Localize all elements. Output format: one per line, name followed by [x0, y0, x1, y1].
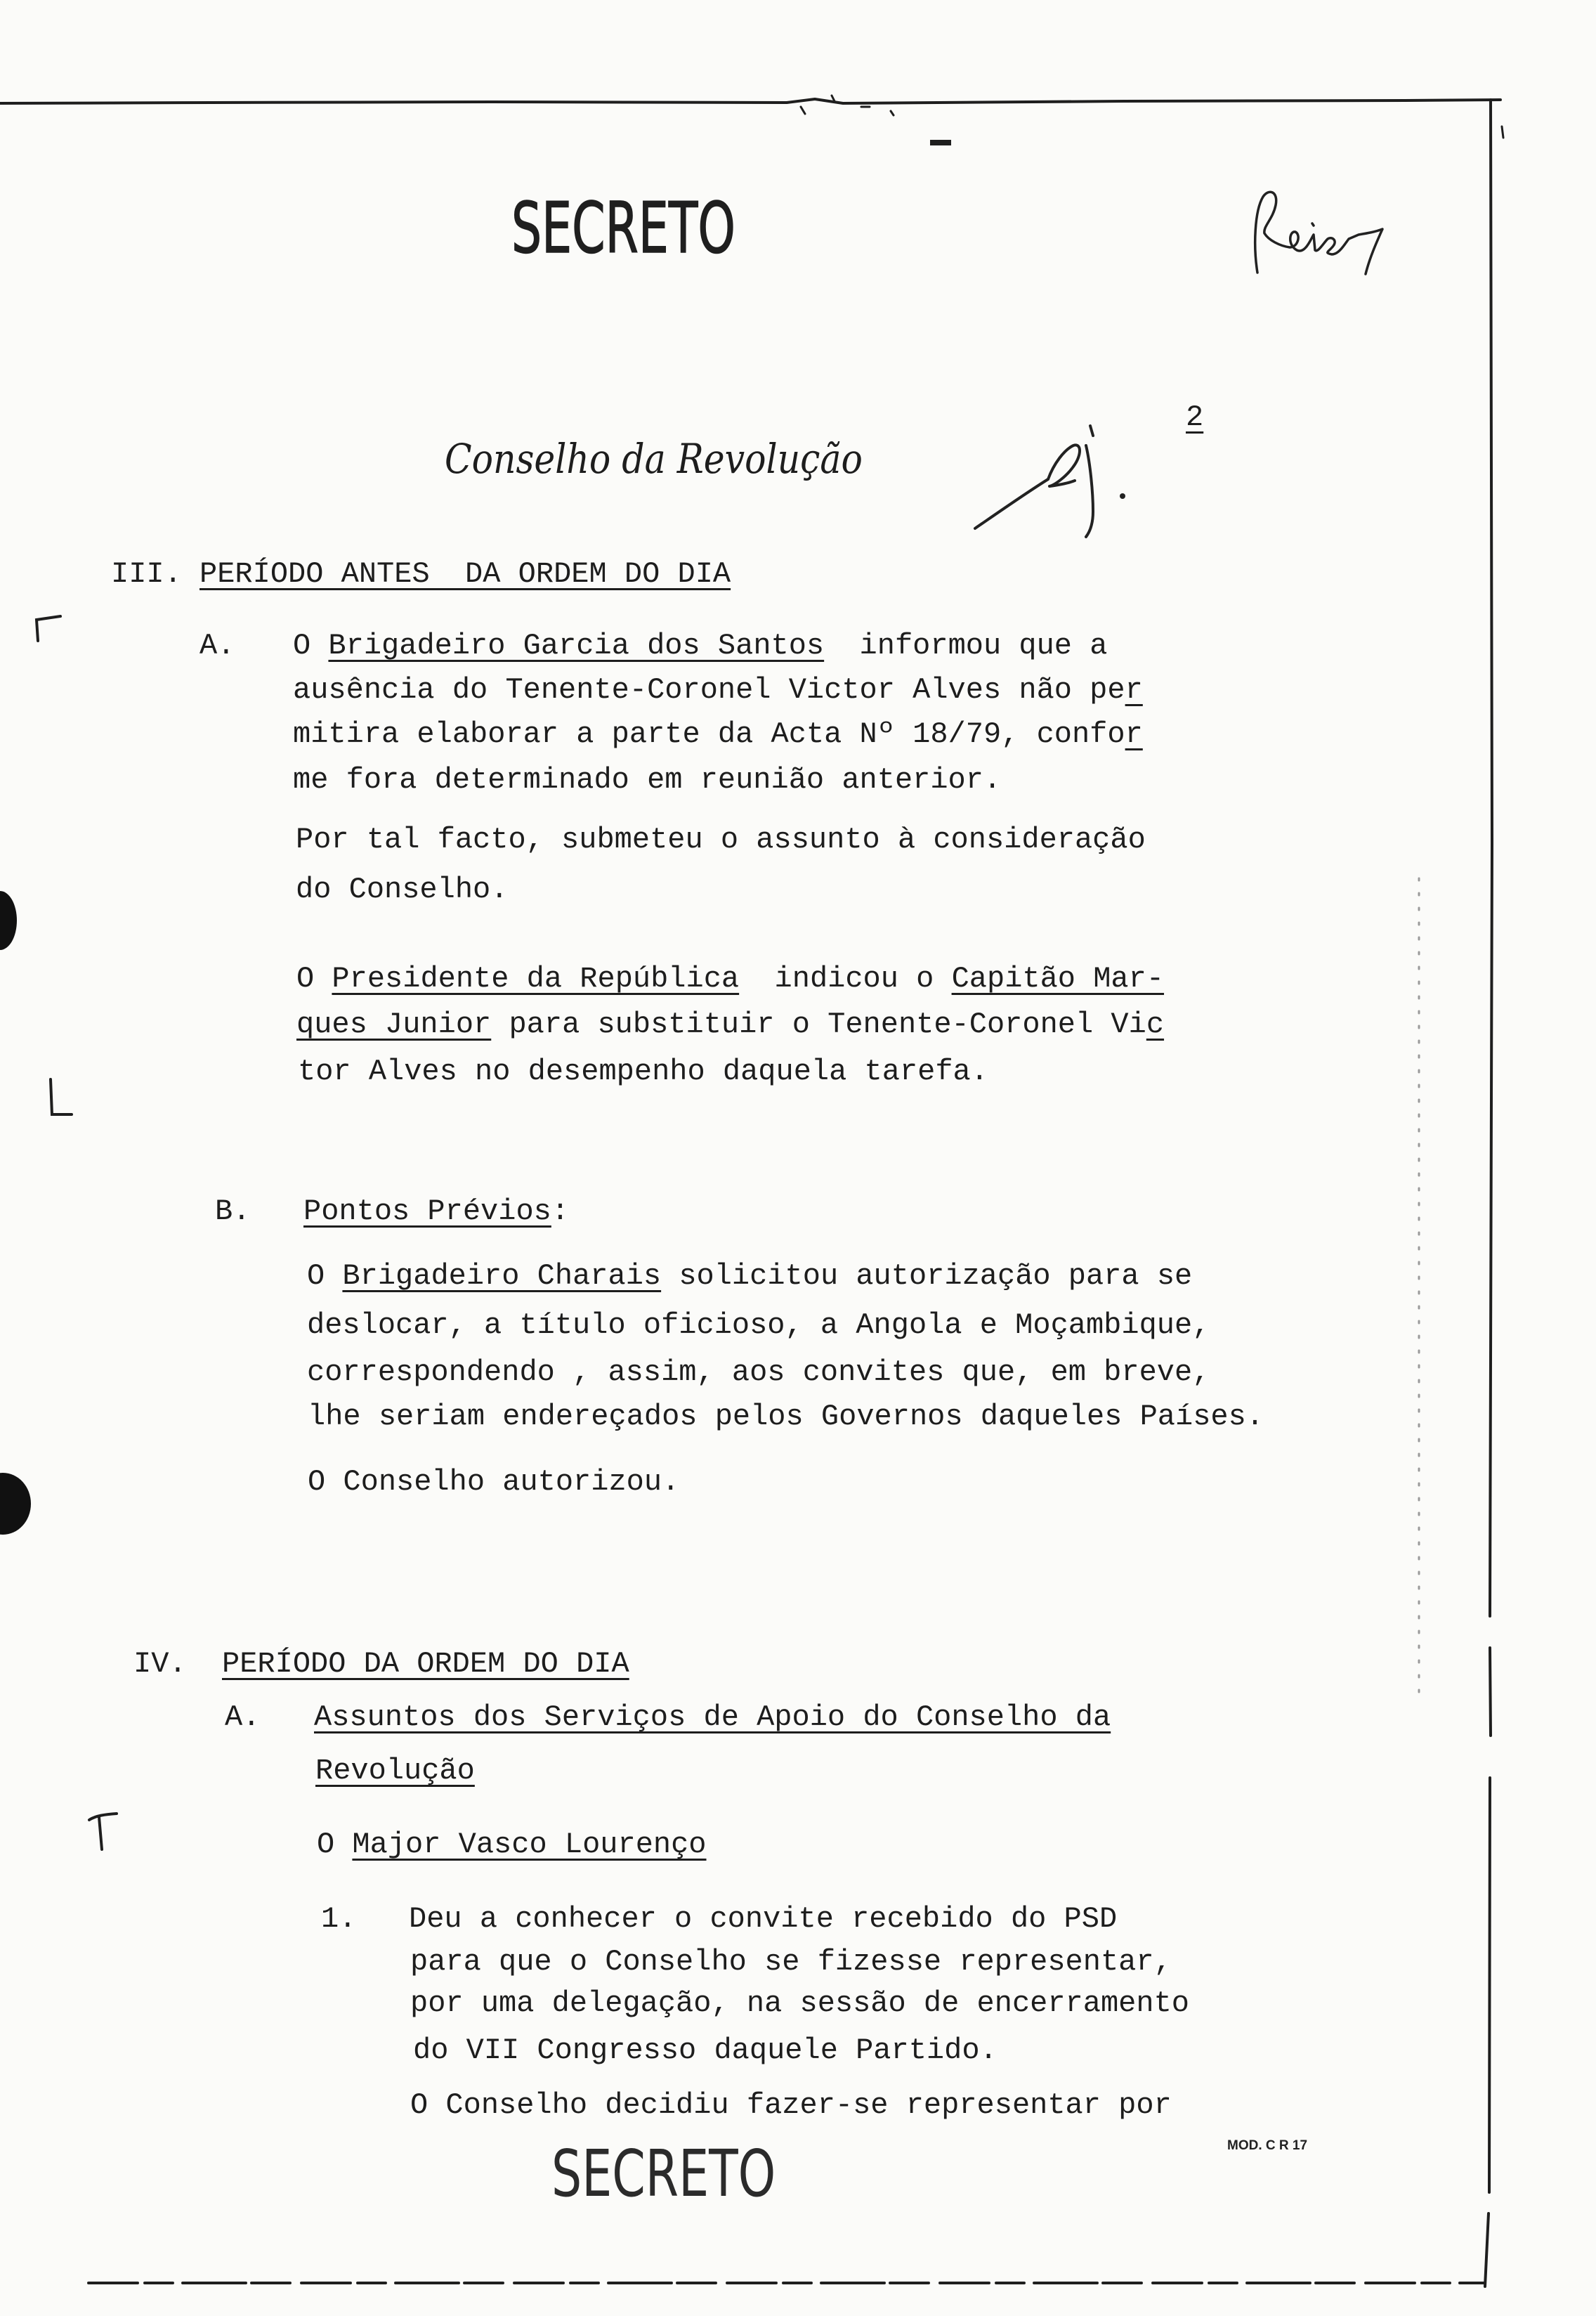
text-segment: do Conselho.: [296, 873, 509, 906]
text-segment: O Conselho autorizou.: [308, 1465, 680, 1499]
text-segment: tor Alves no desempenho daquela tarefa.: [298, 1055, 988, 1088]
paragraph-line: [308, 1399, 1264, 1434]
hyphenation-mark: c: [1146, 1008, 1165, 1041]
paragraph-line: [307, 1308, 1210, 1343]
text-segment: ausência do Tenente-Coronel Victor Alves não pe: [293, 673, 1125, 707]
item-letter-iv-a: A.: [225, 1700, 261, 1734]
paragraph-line: [296, 961, 1164, 996]
text-segment: informou que a: [824, 629, 1108, 663]
left-margin-marks: [37, 616, 117, 1849]
handwritten-initials: [975, 426, 1093, 537]
item-letter-iii-b: B.: [215, 1195, 251, 1228]
initials-loop: [1048, 445, 1080, 486]
person-name: Brigadeiro Charais: [342, 1259, 662, 1293]
initials-stroke: [975, 479, 1048, 528]
item-heading-iii-b: [303, 1194, 569, 1229]
person-name: Brigadeiro Garcia dos Santos: [328, 629, 825, 663]
punch-hole-bottom: [0, 1473, 31, 1535]
classification-stamp-bottom: SECRETO: [551, 2136, 776, 2211]
person-name: ques Junior: [296, 1008, 492, 1041]
text-segment: O: [317, 1828, 353, 1861]
section-title-iii: PERÍODO ANTES DA ORDEM DO DIA: [200, 557, 731, 591]
person-name: Capitão Mar-: [951, 962, 1165, 996]
paragraph-line: [293, 628, 1107, 663]
initials-tick: [1090, 426, 1093, 436]
paragraph-line: [298, 1054, 988, 1089]
initials-vertical: [1086, 445, 1093, 537]
right-border-line: [1485, 100, 1492, 2286]
section-number-iii: III.: [111, 557, 182, 591]
paragraph-line: [293, 672, 1143, 708]
paragraph-line: [296, 1007, 1164, 1042]
section-number-iv: IV.: [133, 1647, 187, 1681]
hyphenation-mark: r: [1125, 717, 1143, 751]
form-code: MOD. C R 17: [1227, 2138, 1308, 2153]
punch-hole-top: [0, 891, 17, 950]
hyphenation-mark: r: [1125, 673, 1143, 707]
corner-mark-lower: [89, 1814, 117, 1849]
paragraph-line: [307, 1258, 1192, 1294]
signature-stroke: [1255, 192, 1382, 274]
paragraph-line: por uma delegação, na sessão de encerramento: [410, 1986, 1189, 2020]
person-name: Major Vasco Lourenço: [352, 1828, 707, 1861]
text-segment: indicou o: [739, 962, 952, 996]
text-segment: solicitou autorização para se: [661, 1259, 1193, 1293]
letterhead-title: Conselho da Revolução: [445, 435, 863, 483]
text-segment: me fora determinado em reunião anterior.: [293, 763, 1002, 797]
paragraph-line: O Conselho decidiu fazer-se representar por: [410, 2088, 1172, 2122]
initials-dot: [1120, 493, 1125, 499]
paragraph-line: [296, 822, 1146, 857]
heading-text: Pontos Prévios: [303, 1195, 551, 1228]
person-title: Presidente da República: [332, 962, 740, 996]
text-segment: O: [293, 629, 329, 663]
right-edge-tick: [1502, 126, 1503, 138]
section-title-iv: PERÍODO DA ORDEM DO DIA: [222, 1647, 629, 1681]
text-segment: O: [296, 962, 332, 996]
item-heading-iv-a-cont: Revolução: [315, 1754, 475, 1788]
heading-colon: :: [551, 1195, 570, 1228]
text-segment: deslocar, a título oficioso, a Angola e Moçambique,: [307, 1308, 1210, 1342]
text-segment: Por tal facto, submeteu o assunto à consideração: [296, 823, 1146, 857]
handwritten-signature: [1255, 192, 1382, 274]
point-number-1: 1.: [321, 1902, 357, 1936]
paragraph-line: [308, 1464, 679, 1499]
paragraph-line: [293, 717, 1143, 752]
text-segment: mitira elaborar a parte da Acta Nº 18/79, confo: [293, 717, 1125, 751]
text-segment: lhe seriam endereçados pelos Governos daqueles Países.: [308, 1400, 1264, 1433]
top-border-line: [0, 99, 1500, 103]
signature-dot: [1312, 223, 1314, 226]
classification-stamp-top: SECRETO: [511, 187, 735, 269]
speaker-line: [317, 1827, 707, 1862]
paragraph-line: Deu a conhecer o convite recebido do PSD: [409, 1902, 1118, 1936]
paragraph-line: [307, 1355, 1210, 1390]
item-heading-iv-a: Assuntos dos Serviços de Apoio do Conselho da: [314, 1700, 1111, 1734]
top-dash-mark: [930, 140, 951, 145]
page-number: 2: [1186, 401, 1204, 434]
corner-mark-top: [37, 616, 60, 641]
item-letter-iii-a: A.: [200, 629, 235, 663]
corner-mark-middle: [51, 1079, 72, 1114]
text-segment: O: [307, 1259, 343, 1293]
paragraph-line: para que o Conselho se fizesse representar,: [410, 1945, 1172, 1979]
paragraph-line: [293, 762, 1001, 798]
paragraph-line: [296, 872, 508, 907]
paragraph-line: do VII Congresso daquele Partido.: [413, 2034, 998, 2067]
text-segment: para substituir o Tenente-Coronel Vi: [491, 1008, 1146, 1041]
text-segment: correspondendo , assim, aos convites que, em breve,: [307, 1355, 1210, 1389]
